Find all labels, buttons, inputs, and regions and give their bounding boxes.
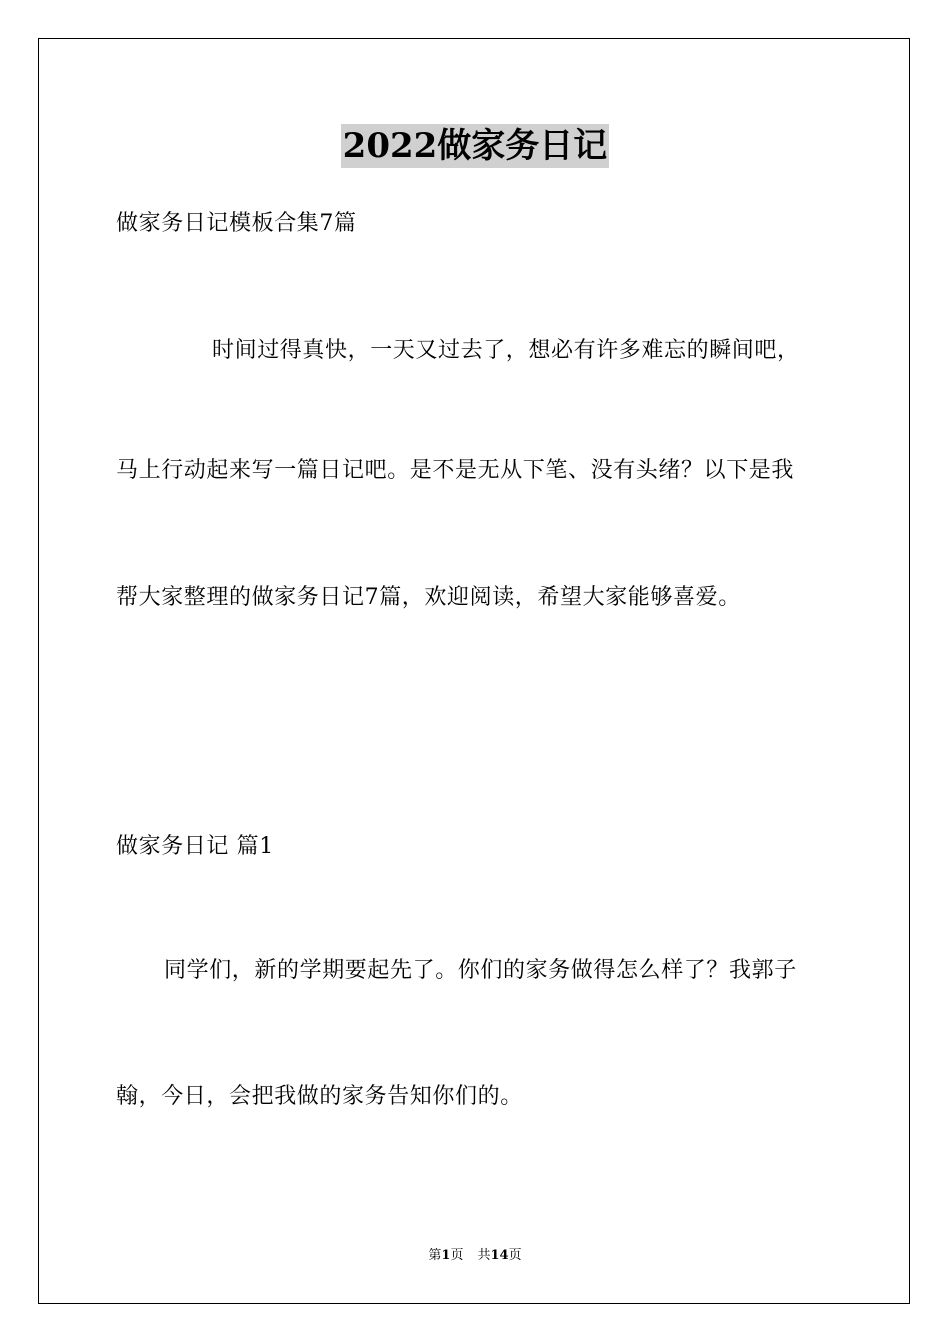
footer-page-suffix: 页 (450, 1248, 464, 1263)
section-line-1: 同学们，新的学期要起先了。你们的家务做得怎么样了？我郭子 (164, 958, 797, 983)
footer-page-prefix: 第 (428, 1248, 442, 1263)
footer-page-number: 1 (441, 1248, 451, 1263)
document-title: 2022做家务日记 (342, 126, 608, 166)
document-subtitle: 做家务日记模板合集7篇 (116, 211, 357, 236)
intro-line-2: 马上行动起来写一篇日记吧。是不是无从下笔、没有头绪？以下是我 (116, 458, 795, 483)
page-footer (0, 1247, 950, 1265)
footer-total-suffix: 页 (508, 1248, 522, 1263)
footer-total-prefix: 共 (477, 1248, 491, 1263)
intro-line-3: 帮大家整理的做家务日记7篇，欢迎阅读，希望大家能够喜爱。 (116, 585, 741, 610)
section-heading: 做家务日记 篇1 (116, 834, 274, 859)
intro-line-1: 时间过得真快，一天又过去了，想必有许多难忘的瞬间吧， (212, 338, 800, 363)
footer-total-pages: 14 (490, 1248, 509, 1263)
section-line-2: 翰，今日，会把我做的家务告知你们的。 (116, 1084, 523, 1109)
title-container (0, 124, 950, 168)
